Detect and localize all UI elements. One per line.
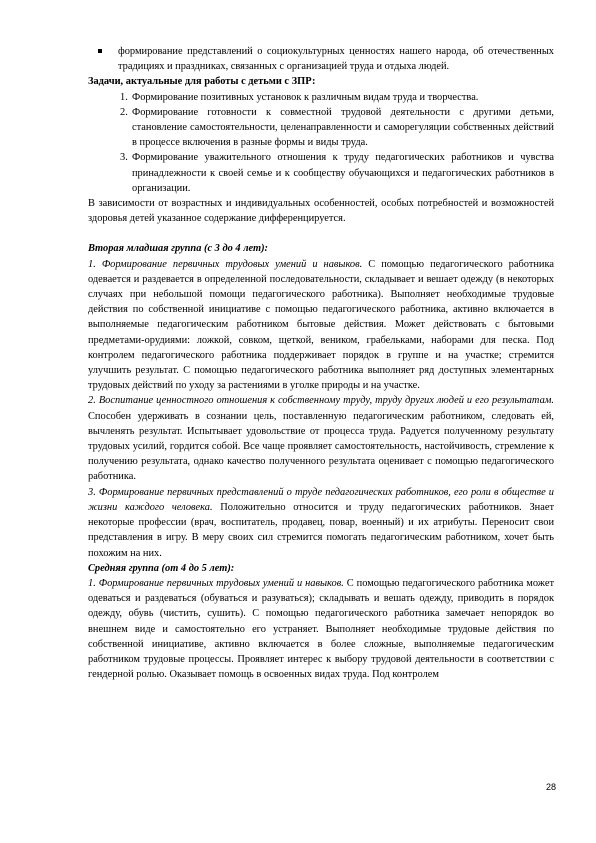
- item-lead: 1. Формирование первичных трудовых умений и навыков.: [88, 258, 363, 270]
- square-bullet-icon: [98, 49, 102, 53]
- paragraph-junior-2-item-1: [88, 257, 554, 394]
- item-text: Способен удерживать в сознании цель, поставленную педагогическим работником, следовать ей, вычленять результат. Испытывает удовольствие от процесса труда. Радуется полученному результату трудовых усилий, гордится собой. Все чаще проявляет самостоятельность, настойчивость, стремление к получению результата, однако качество полученного результата оценивает с помощью педагогического работника.: [88, 410, 554, 483]
- item-text: Положительно относится и труду педагогических работников. Знает некоторые профессии (врач, воспитатель, продавец, повар, военный) и их атрибуты. Переносит свои представления в игру. В меру своих сил стремится помогать педагогическим работником, хочет быть похожим на них.: [88, 501, 554, 559]
- task-item-1: [88, 90, 554, 105]
- page-content: [88, 44, 554, 682]
- item-lead: 3. Формирование первичных представлений о труде педагогических работников, его роли в обществе и жизни каждого человека.: [88, 486, 554, 513]
- task-number: 2.: [120, 106, 128, 118]
- bullet-text: формирование представлений о социокультурных ценностях нашего народа, об отечественных традициях и праздниках, связанных с организацией труда и отдыха людей.: [118, 46, 554, 73]
- task-item-3: [88, 150, 554, 196]
- top-bullet-list: [88, 44, 554, 74]
- item-lead: 2. Воспитание ценностного отношения к собственному труду, труду других людей и его результатам.: [88, 395, 554, 407]
- task-text: Формирование позитивных установок к различным видам труда и творчества.: [132, 91, 479, 103]
- tasks-heading: Задачи, актуальные для работы с детьми с ЗПР:: [88, 76, 316, 88]
- paragraph-junior-2-item-3: [88, 485, 554, 561]
- paragraph-junior-2-item-2: [88, 393, 554, 484]
- task-number: 1.: [120, 91, 128, 103]
- item-text: С помощью педагогического работника одевается и раздевается в определенной последовательности, складывает и вешает одежду (в некоторых случаях при небольшой помощи педагогического работника). Выполняет необходимые трудовые действия по собственной инициативе с помощью педагогического работника, активно включается в выполняемые педагогическим работником бытовые действия. Может действовать с бытовыми предметами-орудиями: ложкой, совком, щеткой, веником, грабельками, наборами для песка. Под контролем педагогического работника поддерживает порядок в группе и на участке; стремится улучшить результат. С помощью педагогического работника выполняет ряд доступных элементарных трудовых действий по уходу за растениями в уголке природы и на участке.: [88, 258, 554, 392]
- section-heading-middle: Средняя группа (от 4 до 5 лет):: [88, 562, 235, 574]
- list-item: [88, 44, 554, 74]
- item-text: С помощью педагогического работника может одеваться и раздеваться (обуваться и разуваться); складывать и вешать одежду, приводить в порядок одежду, обувь (чистить, сушить). С помощью педагогического работника замечает непорядок во внешнем виде и самостоятельно его устраняет. Выполняет необходимые трудовые действия по собственной инициативе, активно включается в более сложные, выполняемые педагогическим работником трудовые процессы. Проявляет интерес к выбору трудовой деятельности в соответствии с гендерной ролью. Оказывает помощь в освоенных видах труда. Под контролем: [88, 577, 554, 681]
- task-number: 3.: [120, 152, 128, 164]
- section-heading-junior-2: Вторая младшая группа (с 3 до 4 лет):: [88, 243, 269, 255]
- page-number: 28: [545, 782, 556, 792]
- section-spacer: [88, 226, 554, 241]
- task-item-2: [88, 105, 554, 151]
- task-text: Формирование готовности к совместной трудовой деятельности с другими детьми, становление самостоятельности, целенаправленности и саморегуляции собственных действий в процессе включения в разные формы и виды труда.: [132, 106, 554, 149]
- item-lead: 1. Формирование первичных трудовых умений и навыков.: [88, 577, 344, 589]
- tasks-list: [88, 90, 554, 196]
- paragraph-middle-item-1: [88, 576, 554, 682]
- differentiation-paragraph: В зависимости от возрастных и индивидуальных особенностей, особых потребностей и возможностей здоровья детей указанное содержание дифференцируется.: [88, 198, 554, 225]
- task-text: Формирование уважительного отношения к труду педагогических работников и чувства принадлежности к своей семье и к сообществу обучающихся и педагогических работников в организации.: [132, 152, 554, 194]
